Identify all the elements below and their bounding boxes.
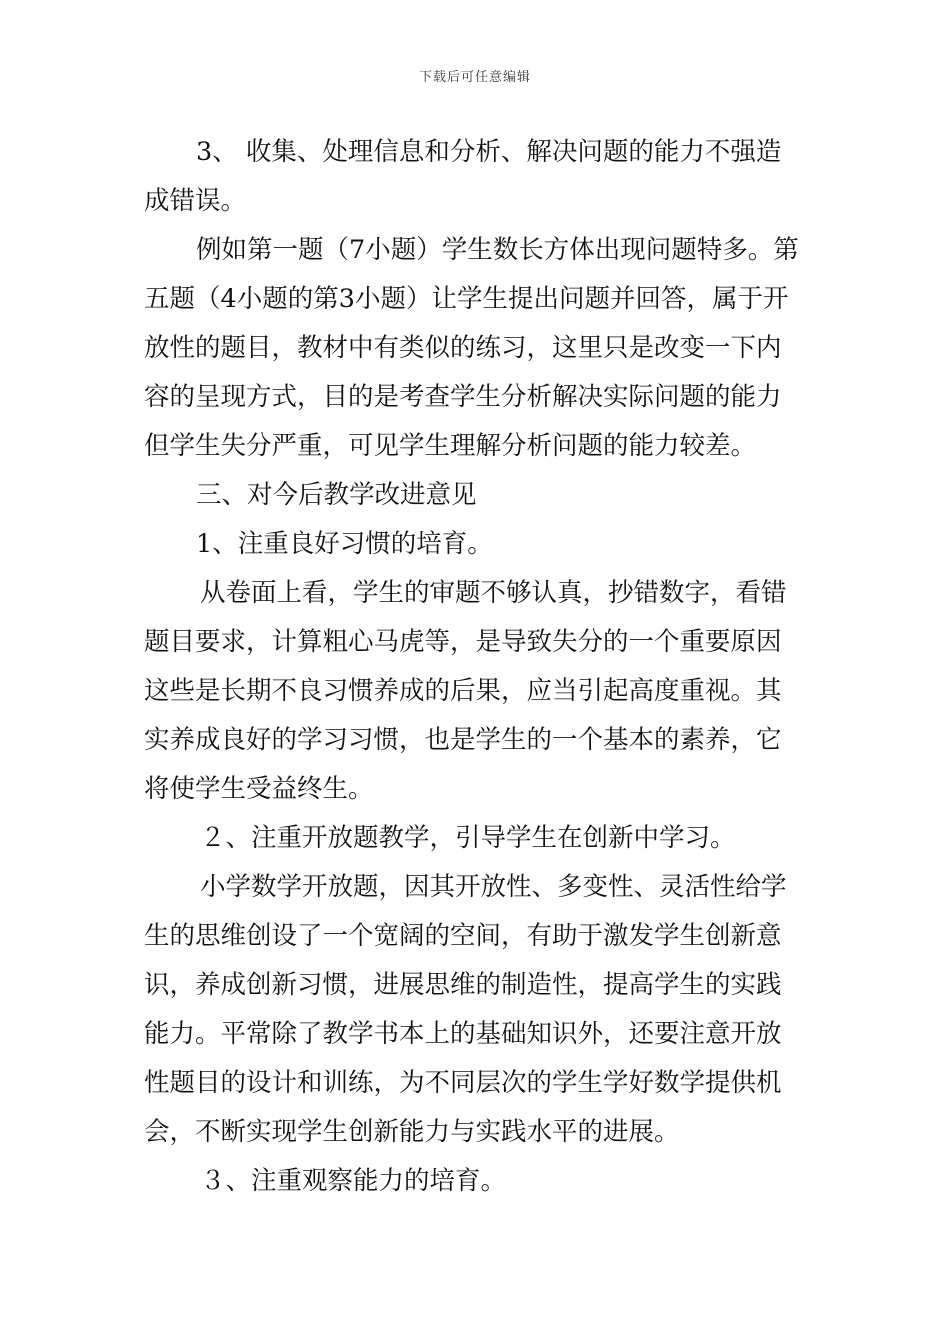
text-line: 容的呈现方式，目的是考查学生分析解决实际问题的能力	[144, 382, 782, 412]
text-line: 例如第一题（7小题）学生数长方体出现问题特多。第	[196, 235, 799, 265]
text-line: 性题目的设计和训练，为不同层次的学生学好数学提供机	[144, 1068, 782, 1098]
text-line: 3、 收集、处理信息和分析、解决问题的能力不强造	[196, 137, 782, 167]
subsection-heading: ２、注重开放题教学，引导学生在创新中学习。	[200, 823, 736, 853]
text-line: 从卷面上看，学生的审题不够认真，抄错数字，看错	[200, 578, 787, 608]
document-body	[144, 128, 806, 1206]
text-line: 这些是长期不良习惯养成的后果，应当引起高度重视。其	[144, 676, 782, 706]
text-line: 能力。平常除了教学书本上的基础知识外，还要注意开放	[144, 1019, 782, 1049]
text-line: 但学生失分严重，可见学生理解分析问题的能力较差。	[144, 431, 757, 461]
text-line: 放性的题目，教材中有类似的练习，这里只是改变一下内	[144, 333, 782, 363]
text-line: 会，不断实现学生创新能力与实践水平的进展。	[144, 1117, 680, 1147]
subsection-heading: 1、注重良好习惯的培育。	[196, 529, 493, 559]
subsection-heading: ３、注重观察能力的培育。	[200, 1166, 507, 1196]
text-line: 识，养成创新习惯，进展思维的制造性，提高学生的实践	[144, 970, 782, 1000]
text-line: 实养成良好的学习习惯，也是学生的一个基本的素养，它	[144, 725, 782, 755]
text-line: 生的思维创设了一个宽阔的空间，有助于激发学生创新意	[144, 921, 782, 951]
page-header: 下载后可任意编辑	[418, 70, 531, 85]
text-line: 五题（4小题的第3小题）让学生提出问题并回答，属于开	[144, 284, 789, 314]
text-line: 成错误。	[144, 186, 247, 216]
text-line: 小学数学开放题，因其开放性、多变性、灵活性给学	[200, 872, 787, 902]
text-line: 将使学生受益终生。	[144, 774, 374, 804]
section-heading: 三、对今后教学改进意见	[196, 480, 477, 510]
text-line: 题目要求，计算粗心马虎等，是导致失分的一个重要原因	[144, 627, 782, 657]
